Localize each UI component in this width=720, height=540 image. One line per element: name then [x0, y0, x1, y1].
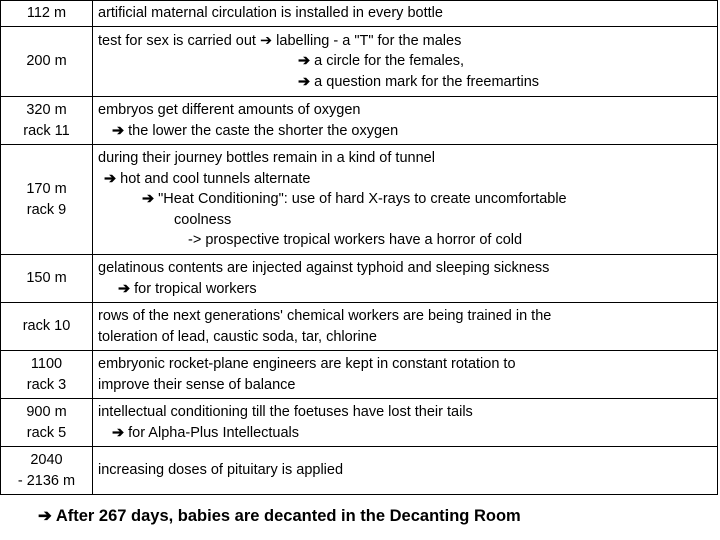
description-cell — [93, 145, 718, 255]
description-text: rows of the next generations' chemical workers are being trained in the — [98, 308, 552, 324]
description-line — [98, 258, 712, 279]
description-line — [98, 3, 712, 24]
description-text: increasing doses of pituitary is applied — [98, 462, 344, 479]
arrow-right-icon: ➔ — [112, 424, 125, 441]
arrow-right-icon: ➔ — [38, 507, 52, 525]
description-line — [98, 306, 712, 327]
description-text: artificial maternal circulation is installed in every bottle — [98, 5, 443, 22]
description-line — [98, 402, 712, 423]
location-cell — [1, 447, 93, 495]
table-row — [1, 255, 718, 303]
description-cell — [93, 447, 718, 495]
arrow-right-icon: ➔ — [298, 73, 311, 90]
description-text: "Heat Conditioning": use of hard X-rays to create uncomfortable — [158, 191, 567, 208]
description-text: a question mark for the freemartins — [314, 73, 540, 90]
arrow-right-icon: ➔ — [118, 280, 131, 297]
description-text: for tropical workers — [134, 280, 257, 297]
location-text: 2040 — [30, 452, 63, 468]
location-cell — [1, 351, 93, 399]
description-cell — [93, 27, 718, 97]
description-line — [98, 327, 712, 348]
description-text: gelatinous contents are injected against typhoid and sleeping sickness — [98, 260, 550, 276]
description-text: intellectual conditioning till the foetuses have lost their tails — [98, 404, 473, 420]
table-row — [1, 303, 718, 351]
arrow-right-icon: ➔ — [142, 191, 155, 208]
location-cell — [1, 399, 93, 447]
location-cell — [1, 145, 93, 255]
location-text: 150 m — [26, 270, 67, 287]
description-line — [98, 51, 712, 72]
location-text: 900 m — [26, 404, 67, 420]
description-text: during their journey bottles remain in a kind of tunnel — [98, 150, 435, 167]
table-row — [1, 351, 718, 399]
table-row — [1, 447, 718, 495]
location-cell — [1, 303, 93, 351]
description-line — [98, 31, 712, 52]
location-text: rack 10 — [22, 318, 71, 335]
description-cell — [93, 399, 718, 447]
footer-note — [38, 506, 521, 526]
description-line — [98, 121, 712, 142]
description-cell — [93, 351, 718, 399]
table-row — [1, 1, 718, 27]
location-text: rack 3 — [26, 376, 67, 393]
location-text: rack 9 — [26, 201, 67, 218]
description-text: toleration of lead, caustic soda, tar, chlorine — [98, 328, 377, 345]
description-line — [98, 72, 712, 93]
description-line — [98, 169, 712, 190]
description-text: the lower the caste the shorter the oxygen — [128, 122, 399, 139]
location-text: rack 5 — [26, 424, 67, 441]
description-line — [98, 279, 712, 300]
description-text: a circle for the females, — [314, 53, 465, 70]
table-row — [1, 399, 718, 447]
table-row — [1, 27, 718, 97]
description-line — [98, 423, 712, 444]
description-line — [98, 230, 712, 251]
description-text: embryonic rocket-plane engineers are kept in constant rotation to — [98, 356, 516, 372]
description-text: improve their sense of balance — [98, 376, 296, 393]
description-text: coolness — [174, 211, 232, 228]
location-cell — [1, 255, 93, 303]
description-cell — [93, 97, 718, 145]
location-text: 170 m — [26, 181, 67, 197]
description-text: hot and cool tunnels alternate — [120, 170, 311, 187]
description-text: for Alpha-Plus Intellectuals — [128, 424, 300, 441]
location-cell — [1, 97, 93, 145]
location-cell — [1, 27, 93, 97]
description-text: embryos get different amounts of oxygen — [98, 102, 361, 118]
arrow-right-icon: ➔ — [112, 122, 125, 139]
location-text: rack 11 — [23, 122, 70, 139]
description-line — [98, 354, 712, 375]
arrow-right-icon: ➔ — [104, 170, 117, 187]
table-row — [1, 145, 718, 255]
description-line — [98, 375, 712, 396]
location-text: - 2136 m — [17, 472, 76, 489]
description-line — [98, 460, 712, 481]
table-row — [1, 97, 718, 145]
description-text: -> prospective tropical workers have a horror of cold — [188, 232, 523, 249]
description-line — [98, 100, 712, 121]
location-text: 1100 — [30, 356, 63, 372]
description-line — [98, 189, 712, 210]
description-cell — [93, 303, 718, 351]
location-cell — [1, 1, 93, 27]
arrow-right-icon: ➔ — [298, 53, 311, 70]
location-text: 320 m — [26, 102, 67, 118]
description-line — [98, 148, 712, 169]
description-line — [98, 210, 712, 231]
location-text: 112 m — [26, 5, 67, 22]
location-text: 200 m — [26, 53, 67, 70]
description-text: test for sex is carried out ➔ labelling - a "T" for the males — [98, 32, 462, 49]
footer-text: After 267 days, babies are decanted in the Decanting Room — [55, 507, 521, 525]
description-cell — [93, 1, 718, 27]
description-cell — [93, 255, 718, 303]
